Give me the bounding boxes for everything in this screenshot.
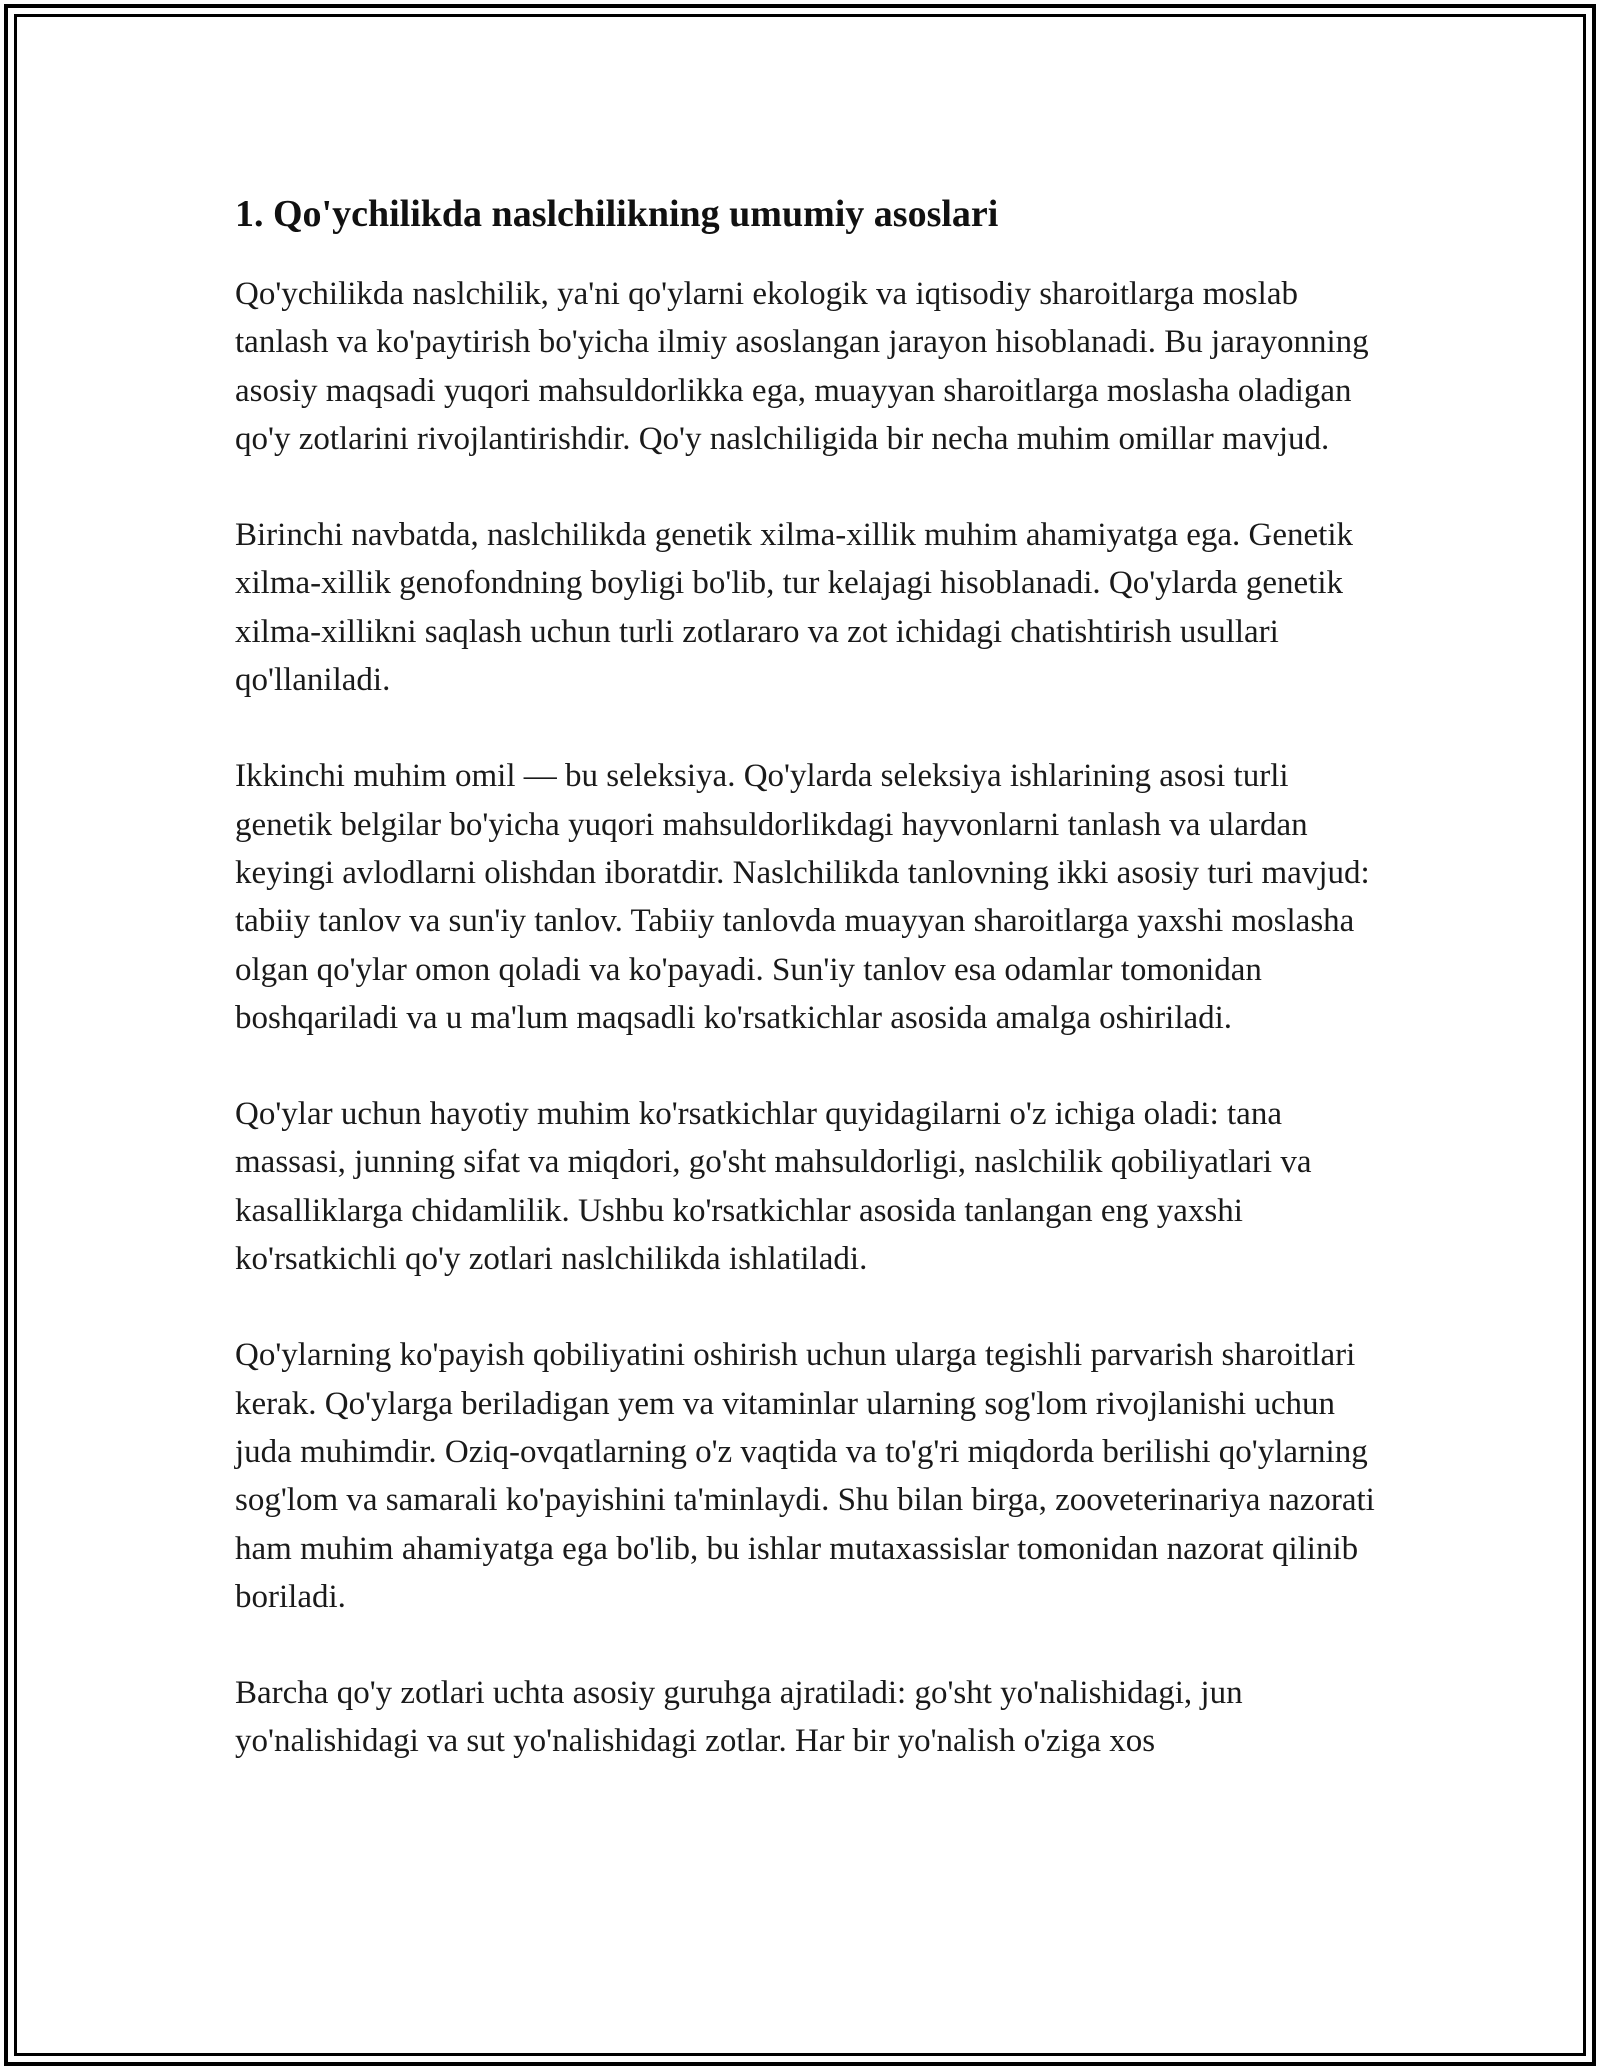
paragraph-genetic-diversity: Birinchi navbatda, naslchilikda genetik xilma-xillik muhim ahamiyatga ega. Genetik xilma-xillik genofondning boyligi bo'lib, tur kelajagi hisoblanadi. Qo'ylarda genetik xilma-xillikni saqlash uchun turli zotlararo va zot ichidagi chatishtirish usullari qo'llaniladi. bbox=[235, 517, 1354, 699]
paragraph-selection: Ikkinchi muhim omil — bu seleksiya. Qo'ylarda seleksiya ishlarining asosi turli genetik belgilar bo'yicha yuqori mahsuldorlikdagi hayvonlarni tanlash va ulardan keyingi avlodlarni olishdan iboratdir. Naslchilikda tanlovning ikki asosiy turi mavjud: tabiiy tanlov va sun'iy tanlov. Tabiiy tanlovda muayyan sharoitlarga yaxshi moslasha olgan qo'ylar omon qoladi va ko'payadi. Sun'iy tanlov esa odamlar tomonidan boshqariladi va u ma'lum maqsadli ko'rsatkichlar asosida amalga oshiriladi. bbox=[235, 758, 1370, 1036]
paragraph-intro: Qo'ychilikda naslchilik, ya'ni qo'ylarni ekologik va iqtisodiy sharoitlarga moslab tanlash va ko'paytirish bo'yicha ilmiy asoslangan jarayon hisoblanadi. Bu jarayonning asosiy maqsadi yuqori mahsuldorlikka ega, muayyan sharoitlarga moslasha oladigan qo'y zotlarini rivojlantirishdir. Qo'y naslchiligida bir necha muhim omillar mavjud. bbox=[235, 276, 1369, 457]
paragraph-indicators: Qo'ylar uchun hayotiy muhim ko'rsatkichlar quyidagilarni o'z ichiga oladi: tana massasi, junning sifat va miqdori, go'sht mahsuldorligi, naslchilik qobiliyatlari va kasalliklarga chidamlilik. Ushbu ko'rsatkichlar asosida tanlangan eng yaxshi ko'rsatkichli qo'y zotlari naslchilikda ishlatiladi. bbox=[235, 1096, 1312, 1278]
paragraph-care-conditions: Qo'ylarning ko'payish qobiliyatini oshirish uchun ularga tegishli parvarish sharoitlari kerak. Qo'ylarga beriladigan yem va vitaminlar ularning sog'lom rivojlanishi uchun juda muhimdir. Oziq-ovqatlarning o'z vaqtida va to'g'ri miqdorda berilishi qo'ylarning sog'lom va samarali ko'payishini ta'minlaydi. Shu bilan birga, zooveterinariya nazorati ham muhim ahamiyatga ega bo'lib, bu ishlar mutaxassislar tomonidan nazorat qilinib boriladi. bbox=[235, 1337, 1375, 1615]
paragraph-breed-groups: Barcha qo'y zotlari uchta asosiy guruhga ajratiladi: go'sht yo'nalishidagi, jun yo'nalishidagi va sut yo'nalishidagi zotlar. Har bir yo'nalish o'ziga xos bbox=[235, 1675, 1243, 1760]
document-body bbox=[235, 188, 1375, 1766]
section-heading: 1. Qo'ychilikda naslchilikning umumiy asoslari bbox=[235, 193, 999, 235]
